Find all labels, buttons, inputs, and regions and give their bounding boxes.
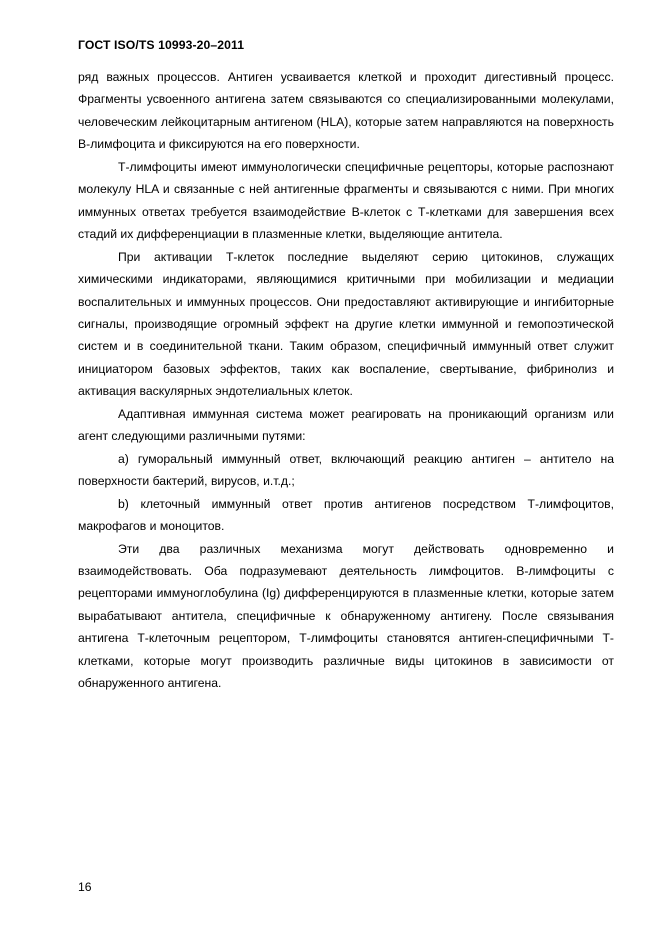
list-item-humoral-response: a) гуморальный иммунный ответ, включающий реакцию антиген – антитело на поверхности бактерий, вирусов, и.т.д.;	[78, 451, 614, 489]
paragraph-two-mechanisms: Эти два различных механизма могут действовать одновременно и взаимодействовать. Оба подразумевают деятельность лимфоцитов. В-лимфоциты с рецепторами иммуноглобулина (Ig) дифференцируются в плазменные клетки, которые затем вырабатывают антитела, специфичные к обнаруженному антигену. После связывания антигена Т-клеточным рецептором, Т-лимфоциты становятся антиген-специфичными Т-клетками, которые могут производить различные виды цитокинов в зависимости от обнаруженного антигена.	[78, 541, 614, 691]
page-number: 16	[78, 880, 92, 894]
paragraph-t-lymphocytes: Т-лимфоциты имеют иммунологически специфичные рецепторы, которые распознают молекулу HLA и связанные с ней антигенные фрагменты и связываются с ними. При многих иммунных ответах требуется взаимодействие В-клеток с Т-клетками для завершения всех стадий их дифференциации в плазменные клетки, выделяющие антитела.	[78, 159, 614, 242]
paragraph-adaptive-system: Адаптивная иммунная система может реагировать на проникающий организм или агент следующими различными путями:	[78, 406, 614, 444]
document-header: ГОСТ ISO/TS 10993-20–2011	[78, 38, 245, 52]
document-body	[78, 66, 614, 695]
list-item-cellular-response: b) клеточный иммунный ответ против антигенов посредством Т-лимфоцитов, макрофагов и моноцитов.	[78, 496, 614, 534]
paragraph-continuation: ряд важных процессов. Антиген усваивается клеткой и проходит дигестивный процесс. Фрагменты усвоенного антигена затем связываются со специализированными молекулами, человеческим лейкоцитарным антигеном (HLA), которые затем направляются на поверхность В-лимфоцита и фиксируются на его поверхности.	[78, 70, 614, 152]
paragraph-t-cell-activation: При активации Т-клеток последние выделяют серию цитокинов, служащих химическими индикаторами, являющимися критичными при мобилизации и медиации воспалительных и иммунных процессов. Они предоставляют активирующие и ингибиторные сигналы, производящие огромный эффект на другие клетки иммунной и гемопоэтической систем и в соединительной ткани. Таким образом, специфичный иммунный ответ служит инициатором базовых эффектов, таких как воспаление, свертывание, фибринолиз и активация васкулярных эндотелиальных клеток.	[78, 249, 614, 399]
